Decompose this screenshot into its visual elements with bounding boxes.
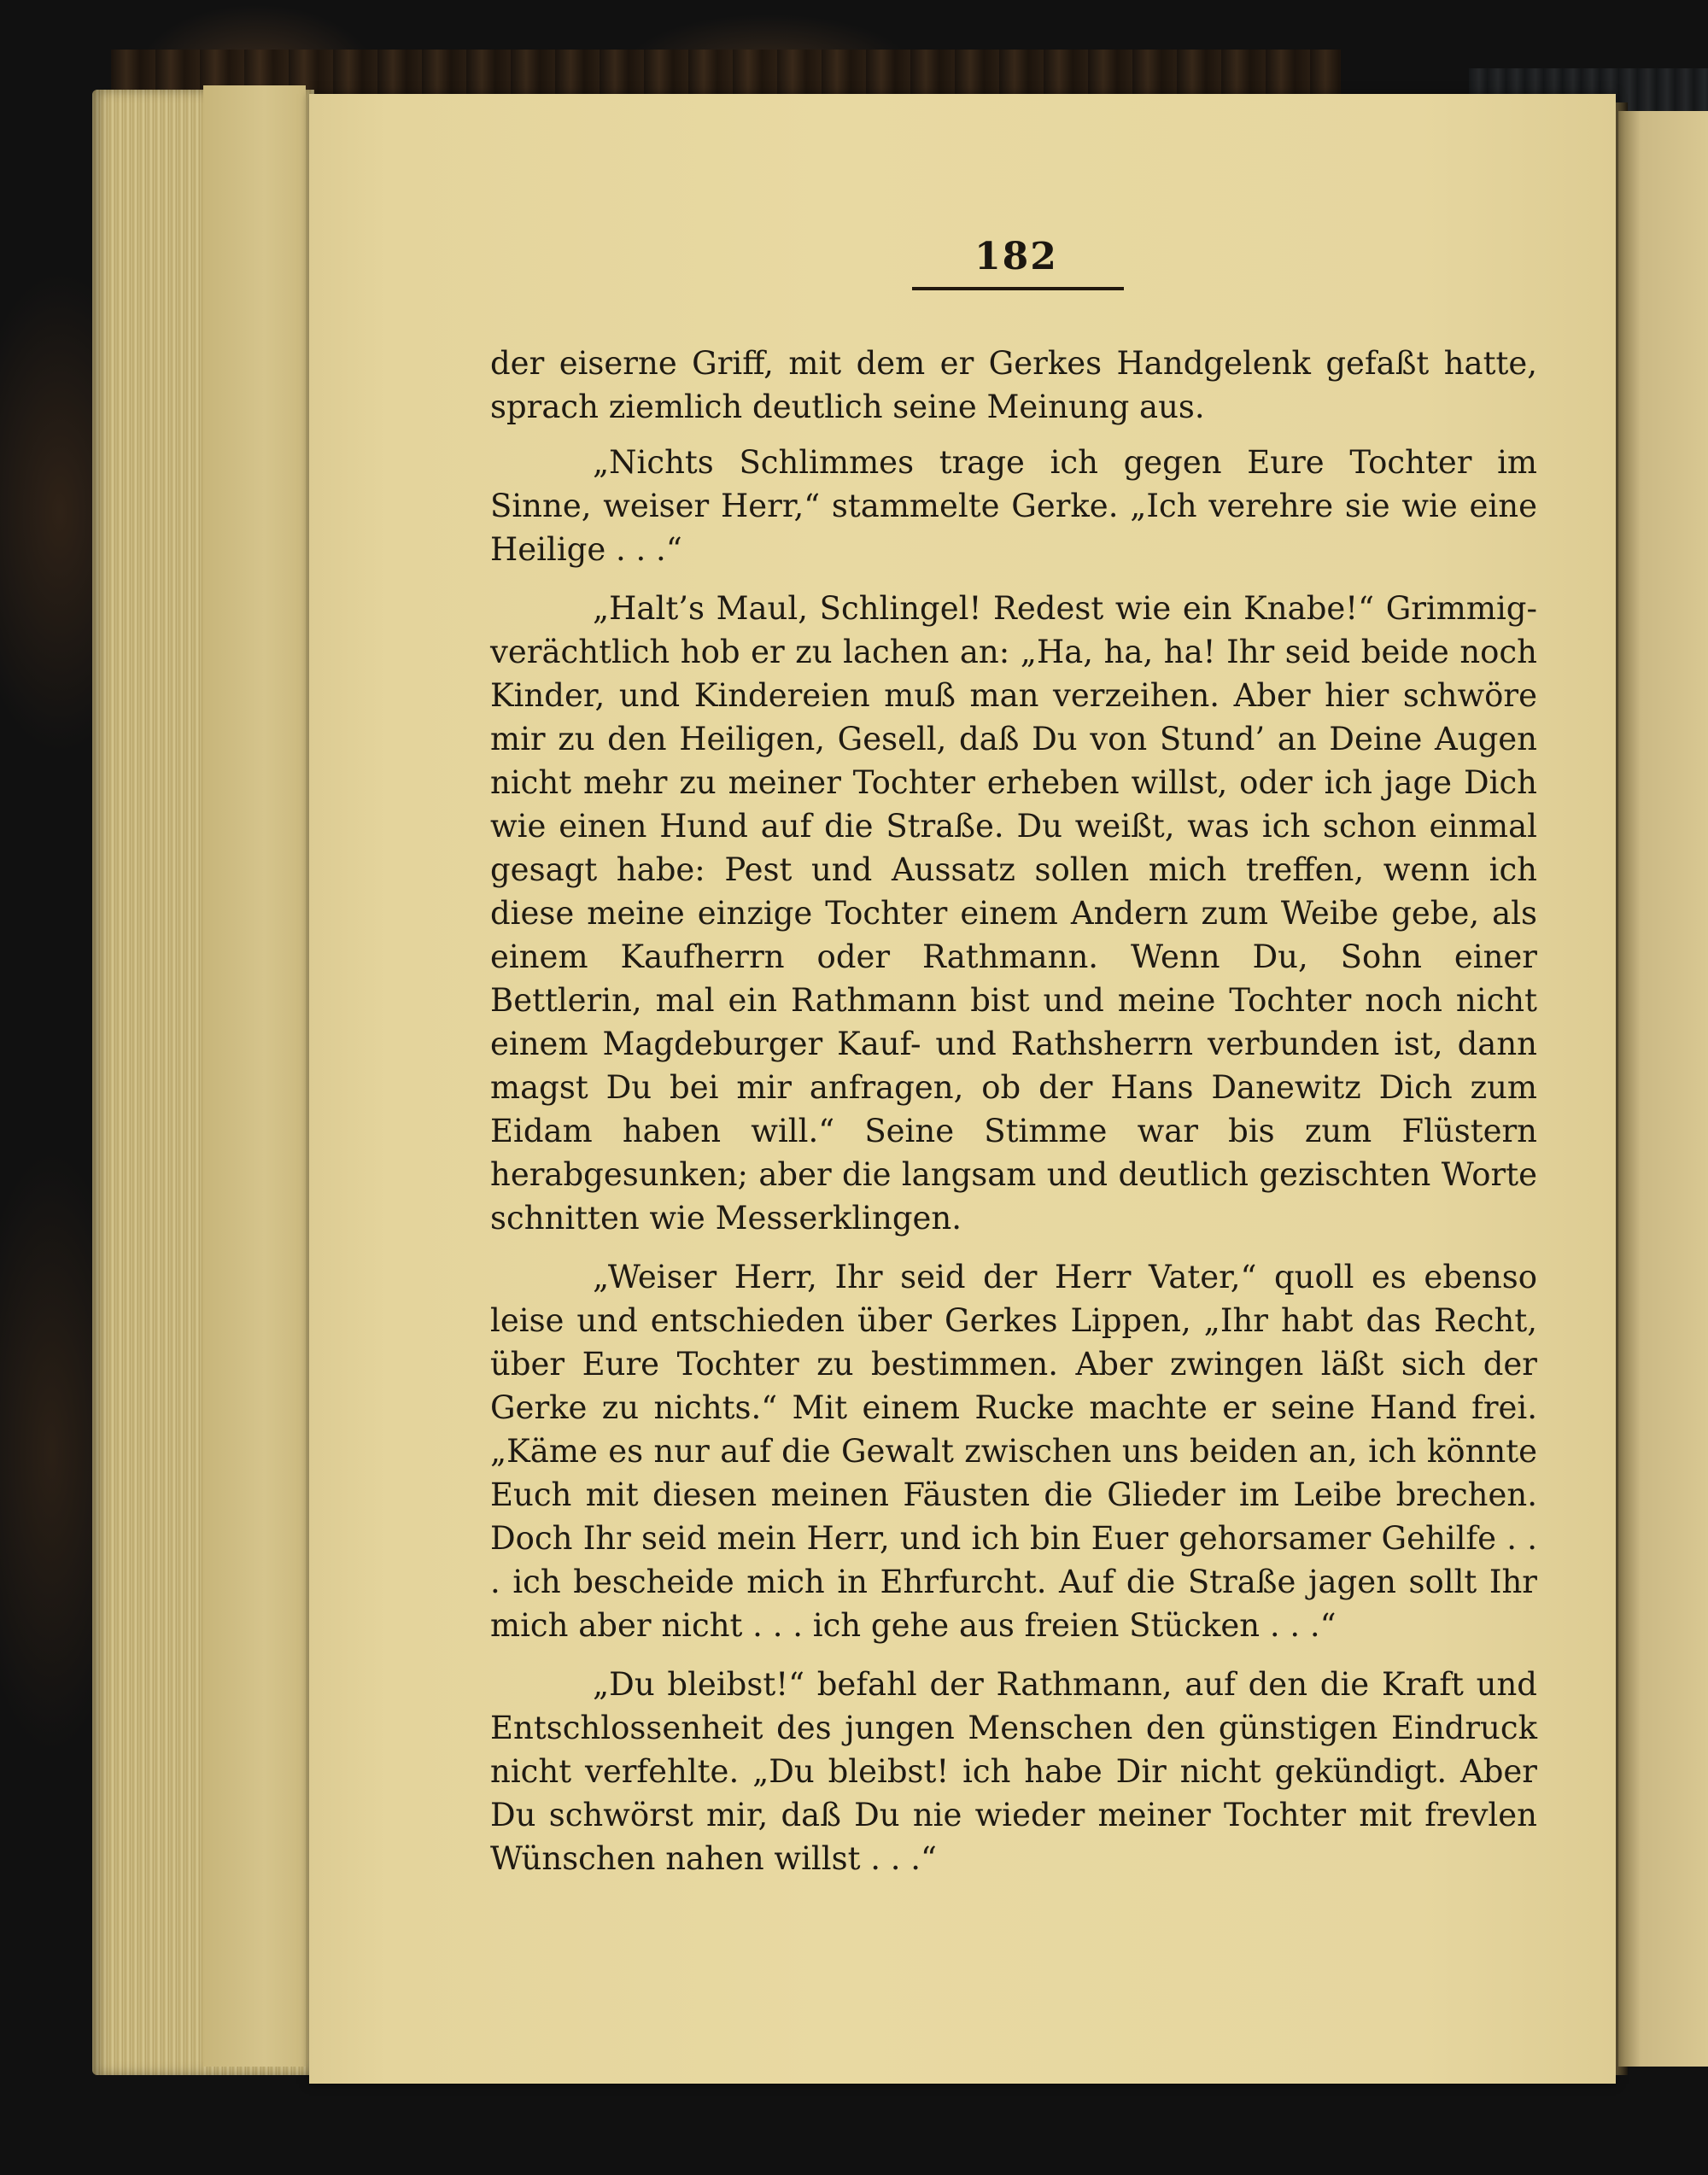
next-page-sliver: [1618, 111, 1708, 2067]
paragraph-1: der eiserne Griff, mit dem er Gerkes Handgelenk gefaßt hatte, sprach ziemlich deutlich seine Meinung aus.: [490, 345, 1537, 425]
page-number-rule: [912, 287, 1124, 290]
paragraph-2: „Nichts Schlimmes trage ich gegen Eure Tochter im Sinne, weiser Herr,“ stammelte Gerke. „Ich verehre sie wie eine Heilige . . .“: [490, 444, 1537, 568]
page-number: 182: [974, 235, 1058, 278]
page-body-text: [490, 342, 1537, 1896]
paragraph-3: „Halt’s Maul, Schlingel! Redest wie ein Knabe!“ Grimmig-verächtlich hob er zu lachen an: „Ha, ha, ha! Ihr seid beide noch Kinder, und Kindereien muß man verzeihen. Aber hier schwöre mir zu den Heiligen, Gesell, daß Du von Stund’ an Deine Augen nicht mehr zu meiner Tochter erheben willst, oder ich jage Dich wie einen Hund auf die Straße. Du weißt, was ich schon einmal gesagt habe: Pest und Aussatz sollen mich treffen, wenn ich diese meine einzige Tochter einem Andern zum Weibe gebe, als einem Kaufherrn oder Rathmann. Wenn Du, Sohn einer Bettlerin, mal ein Rathmann bist und meine Tochter noch nicht einem Magdeburger Kauf- und Rathsherrn verbunden ist, dann magst Du bei mir anfragen, ob der Hans Danewitz Dich zum Eidam haben will.“ Seine Stimme war bis zum Flüstern herabgesunken; aber die langsam und deutlich gezischten Worte schnitten wie Messerklingen.: [490, 590, 1537, 1237]
paragraph-4: „Weiser Herr, Ihr seid der Herr Vater,“ quoll es ebenso leise und entschieden über Gerkes Lippen, „Ihr habt das Recht, über Eure Tochter zu bestimmen. Aber zwingen läßt sich der Gerke zu nichts.“ Mit einem Rucke machte er seine Hand frei. „Käme es nur auf die Gewalt zwischen uns beiden an, ich könnte Euch mit diesen meinen Fäusten die Glieder im Leibe brechen. Doch Ihr seid mein Herr, und ich bin Euer gehorsamer Gehilfe . . . ich bescheide mich in Ehrfurcht. Auf die Straße jagen sollt Ihr mich aber nicht . . . ich gehe aus freien Stücken . . .“: [490, 1259, 1537, 1644]
page-block-inner-edge: [203, 85, 306, 2067]
paragraph-5: „Du bleibst!“ befahl der Rathmann, auf den die Kraft und Entschlossenheit des jungen Menschen den günstigen Eindruck nicht verfehlte. „Du bleibst! ich habe Dir nicht gekündigt. Aber Du schwörst mir, daß Du nie wieder meiner Tochter mit frevlen Wünschen nahen willst . . .“: [490, 1666, 1537, 1877]
